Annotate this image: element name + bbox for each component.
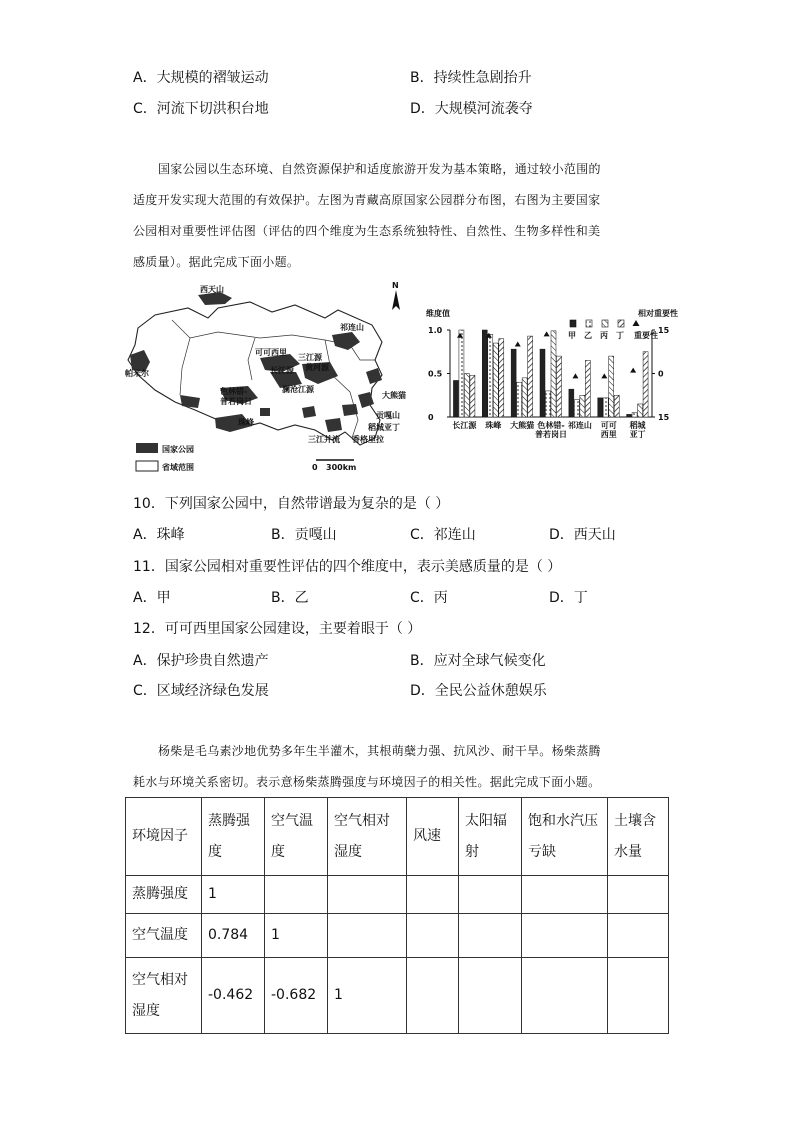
q12-option-c: C．区域经济绿色发展 [133, 683, 269, 699]
bar-丙 [464, 374, 469, 418]
table-header-cell: 空气相对 湿度 [328, 798, 407, 876]
table-cell [608, 876, 669, 914]
bar-甲 [482, 330, 487, 417]
legend-province-label: 省域范围 [162, 463, 194, 472]
chart-legend [568, 320, 658, 340]
table-cell: 1 [265, 914, 328, 958]
table-cell [459, 958, 522, 1034]
legend-label: 丁 [616, 331, 624, 340]
table-header-cell: 空气温 度 [265, 798, 328, 876]
bar-丙 [522, 378, 527, 417]
bar-甲 [453, 380, 458, 417]
correlation-table [125, 797, 669, 1034]
legend-province-swatch [136, 461, 158, 471]
category-label: 大熊猫 [510, 421, 535, 430]
category-label: 西里 [600, 430, 617, 439]
left-tick-label: 0.5 [428, 369, 443, 379]
passage1-line4: 感质量）。据此完成下面小题。 [133, 255, 300, 269]
category-label: 长江源 [452, 421, 477, 430]
bar-丁 [643, 352, 648, 417]
right-tick-label: 15 [658, 326, 670, 335]
label-huangheyuan: 黄河源 [305, 363, 329, 372]
bar-丙 [551, 331, 556, 417]
label-xianggelila: 香格里拉 [352, 435, 384, 444]
table-cell [608, 958, 669, 1034]
table-cell: -0.462 [202, 958, 265, 1034]
category-label: 可可 [600, 421, 617, 430]
bar-甲 [540, 349, 545, 417]
category-label: 稻城 [629, 421, 646, 430]
park-daocheng [342, 404, 358, 416]
q10-option-b: B．贡嘎山 [271, 527, 337, 543]
importance-marker [630, 368, 636, 373]
table-cell: -0.682 [265, 958, 328, 1034]
table-cell [459, 876, 522, 914]
table-row-label: 空气相对 湿度 [126, 958, 202, 1034]
right-axis-title: 相对重要性 [638, 309, 678, 318]
bar-丙 [580, 395, 585, 417]
park-small-1 [302, 406, 316, 418]
q11-option-a: A．甲 [133, 590, 171, 606]
table-cell [265, 876, 328, 914]
importance-chart [420, 300, 690, 450]
bar-甲 [511, 349, 516, 417]
bar-甲 [627, 414, 632, 417]
label-zhufeng: 珠峰 [238, 418, 254, 427]
legend-label: 乙 [584, 331, 592, 340]
category-label: 珠峰 [485, 421, 502, 430]
table-cell: 1 [328, 958, 407, 1034]
table-cell [522, 958, 608, 1034]
table-cell [328, 876, 407, 914]
right-tick-label: 0 [658, 369, 664, 379]
table-cell [407, 914, 459, 958]
left-axis-title: 维度值 [426, 309, 450, 318]
north-label: N [392, 281, 399, 290]
bar-丁 [585, 360, 590, 417]
category-label: 色林错- [537, 421, 565, 430]
table-header-cell: 环境因子 [126, 798, 202, 876]
table-header-row [126, 798, 669, 876]
table-cell: 1 [202, 876, 265, 914]
passage1-line2: 适度开发实现大范围的有效保护。左图为青藏高原国家公园群分布图，右图为主要国家 [133, 193, 601, 207]
bar-乙 [459, 330, 464, 417]
passage1-line1: 国家公园以生态环境、自然资源保护和适度旅游开发为基本策略，通过较小范围的 [158, 162, 601, 176]
label-sanjiangyuan: 三江源 [298, 353, 322, 362]
bar-丁 [528, 336, 533, 417]
table-cell [522, 914, 608, 958]
q10-option-a: A．珠峰 [133, 527, 185, 543]
legend-label: 重要性 [634, 331, 658, 340]
legend-label: 甲 [568, 331, 576, 340]
label-daochengyading: 稻城亚丁 [368, 423, 400, 432]
park-xianggelila [325, 418, 342, 432]
label-qilianshan: 祁连山 [340, 323, 364, 332]
q12-stem: 12．可可西里国家公园建设，主要着眼于（ ） [133, 621, 422, 637]
prev-option-c: C．河流下切洪积台地 [133, 101, 269, 117]
bar-乙 [632, 413, 637, 417]
table-header-cell: 太阳辐 射 [459, 798, 522, 876]
bar-乙 [517, 382, 522, 417]
table-header-cell: 风速 [407, 798, 459, 876]
q11-option-b: B．乙 [271, 590, 309, 606]
north-arrow-icon [392, 290, 400, 310]
label-changjiangyuan: 长江源 [270, 366, 294, 375]
table-cell [407, 876, 459, 914]
category-label: 普若岗日 [535, 430, 567, 439]
table-cell [328, 914, 407, 958]
label-xitianshan: 西天山 [200, 285, 224, 294]
label-pamier: 帕米尔 [125, 369, 149, 378]
q11-option-d: D．丁 [549, 590, 588, 606]
legend-swatch [602, 320, 608, 327]
right-tick-label: 15 [658, 413, 670, 422]
table-header-cell: 土壤含 水量 [608, 798, 669, 876]
left-tick-label: 1.0 [428, 326, 443, 335]
prev-option-d: D．大规模河流袭夺 [410, 101, 533, 117]
scale-label: 300km [326, 463, 357, 472]
legend-park-swatch [136, 443, 158, 453]
bar-甲 [598, 398, 603, 417]
table-cell [608, 914, 669, 958]
table-header-cell: 蒸腾强 度 [202, 798, 265, 876]
scale-zero: 0 [312, 463, 318, 472]
label-sanjiangbingliu: 三江并流 [308, 435, 340, 444]
table-row [126, 958, 669, 1034]
label-lancangjiangyuan: 澜沧江源 [282, 385, 314, 394]
bar-丁 [470, 375, 475, 417]
table-cell [522, 876, 608, 914]
park-small-2 [260, 408, 270, 416]
passage2-line2: 耗水与环境关系密切。表示意杨柴蒸腾强度与环境因子的相关性。据此完成下面小题。 [133, 775, 601, 789]
q12-option-d: D．全民公益休憩娱乐 [410, 683, 547, 699]
q11-option-c: C．丙 [410, 590, 448, 606]
prev-option-b: B．持续性急剧抬升 [410, 70, 532, 86]
table-cell [459, 914, 522, 958]
bar-丙 [638, 404, 643, 417]
left-tick-label: 0 [428, 413, 434, 422]
bar-乙 [603, 398, 608, 417]
q12-option-b: B．应对全球气候变化 [410, 653, 546, 669]
table-cell [407, 958, 459, 1034]
q10-stem: 10．下列国家公园中，自然带谱最为复杂的是（ ） [133, 496, 450, 512]
bar-乙 [546, 391, 551, 417]
q11-stem: 11．国家公园相对重要性评估的四个维度中，表示美感质量的是（ ） [133, 559, 562, 575]
label-kekexili: 可可西里 [255, 348, 287, 357]
table-row [126, 914, 669, 958]
legend-swatch [618, 320, 624, 327]
q12-option-a: A．保护珍贵自然遗产 [133, 653, 269, 669]
table-row [126, 876, 669, 914]
label-selincuo-2: 普若岗日 [220, 397, 252, 406]
importance-marker [601, 373, 607, 378]
legend-swatch [570, 320, 576, 327]
table-row-label: 空气温度 [126, 914, 202, 958]
importance-marker [544, 331, 550, 336]
bar-丙 [493, 343, 498, 417]
category-label: 祁连山 [567, 421, 592, 430]
category-label: 亚丁 [629, 430, 646, 439]
q10-option-d: D．西天山 [549, 527, 616, 543]
legend-park-label: 国家公园 [162, 445, 194, 454]
bar-丙 [609, 356, 614, 417]
table-cell: 0.784 [202, 914, 265, 958]
importance-marker [572, 373, 578, 378]
bar-丁 [614, 395, 619, 417]
passage2-line1: 杨柴是毛乌素沙地优势多年生半灌木，其根萌蘖力强、抗风沙、耐干旱。杨柴蒸腾 [158, 744, 601, 758]
legend-label: 丙 [600, 331, 608, 340]
q10-option-c: C．祁连山 [410, 527, 476, 543]
passage1-line3: 公园相对重要性评估图（评估的四个维度为生态系统独特性、自然性、生物多样性和美 [133, 224, 601, 238]
bar-丁 [499, 339, 504, 417]
bar-丁 [557, 356, 562, 417]
label-gonggashan: 贡嘎山 [376, 411, 400, 420]
table-row-label: 蒸腾强度 [126, 876, 202, 914]
bar-甲 [569, 389, 574, 417]
prev-option-a: A．大规模的褶皱运动 [133, 70, 269, 86]
plateau-map [120, 280, 420, 480]
bar-乙 [488, 334, 493, 417]
table-header-cell: 饱和水汽压 亏缺 [522, 798, 608, 876]
bar-乙 [574, 400, 579, 417]
label-selincuo-1: 色林错- [220, 387, 248, 396]
legend-marker [633, 320, 640, 326]
legend-swatch [586, 320, 592, 327]
importance-marker [515, 342, 521, 347]
label-daxiongmao: 大熊猫 [382, 391, 406, 400]
